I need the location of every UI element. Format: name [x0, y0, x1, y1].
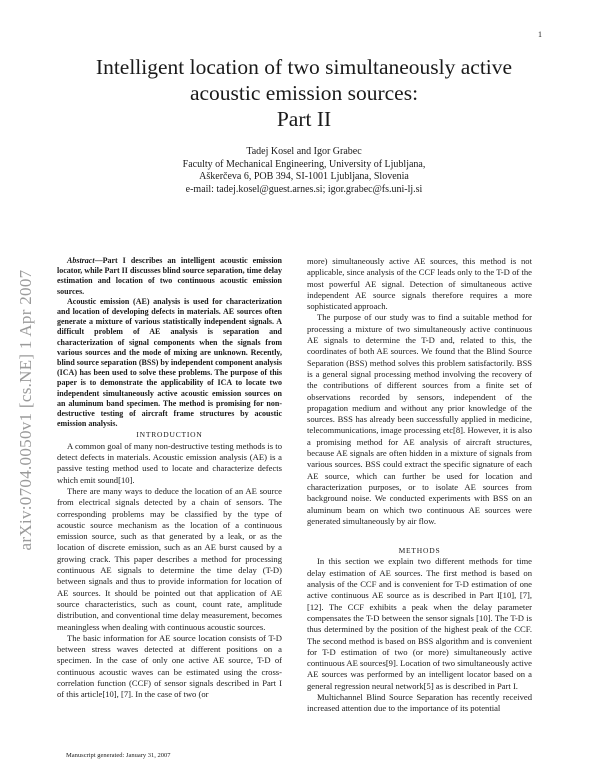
left-column — [57, 256, 282, 701]
right-paragraph-1: more) simultaneously active AE sources, this method is not applicable, since analysis of the CCF leads only to the T-D of the most powerful AE signal. Detection of simultaneous active independent AE source signals therefore requires a more sophisticated approach. — [307, 256, 532, 312]
abstract-paragraph-1 — [57, 256, 282, 297]
author-address: Aškerčeva 6, POB 394, SI-1001 Ljubljana, Slovenia — [199, 171, 409, 182]
right-paragraph-2: The purpose of our study was to find a suitable method for processing a mixture of two simultaneously active continuous AE signals to determine the T-D and, related to this, the coordinates of both AE sources. We found that the Blind Source Separation (BSS) method solves this problem satisfactorily. BSS is a general signal processing method involving the recovery of the contributions of different sources from a finite set of observations recorded by sensors, independent of the propagation medium and without any prior knowledge of the sources. BSS has already been successfully applied in medicine, telecommunications, image processing etc[8]. However, it is also a promising method for AE analysis of aircraft structures, because AE signals are often hidden in a mixture of signals from various sources. BSS could extract the specific signature of each AE source, which can further be used for location and characterization purposes, or to isolate AE sources from background noise. We conducted experiments with BSS on an aluminum beam on which two continuous AE sources were generated simultaneously by air flow. — [307, 312, 532, 526]
right-paragraph-3: In this section we explain two different methods for time delay estimation of AE sources. The first method is based on analysis of the CCF and is convenient for T-D estimation of one active continuous AE source as is described in Part I[10], [7], [12]. The CCF exhibits a peak when the delay parameter compensates the T-D between the sensor signals [10]. The T-D is thus determined by the position of the highest peak of the CCF. The second method is based on BSS algorithm and is convenient for T-D estimation of two (or more) simultaneously active continuous AE sources[9]. Location of two simultaneously active AE sources was performed by an intelligent locator based on a general regression neural network[5] as is described in Part I. — [307, 556, 532, 691]
intro-paragraph-3: The basic information for AE source location consists of T-D between stress waves detected at different positions on a specimen. In the case of only one active AE source, T-D of continuous acoustic waves can be estimated using the cross-correlation function (CCF) of sensor signals described in Part I of this article[10], [7]. In the case of two (or — [57, 632, 282, 700]
right-column — [307, 256, 532, 715]
section-heading-introduction: INTRODUCTION — [136, 430, 203, 440]
page-number: 1 — [538, 30, 542, 39]
abstract-lead: Abstract — [67, 256, 95, 265]
title-line-1: Intelligent location of two simultaneously active — [95, 55, 513, 79]
author-names: Tadej Kosel and Igor Grabec — [246, 146, 362, 157]
title-line-2: acoustic emission sources: — [189, 81, 419, 105]
abstract-paragraph-2: Acoustic emission (AE) analysis is used for characterization and location of developing defects in materials. AE sources often generate a mixture of various statistically independent signals. A difficult problem of AE analysis is separation and characterization of signal components when the signals from various sources and the mode of mixing are unknown. Recently, blind source separation (BSS) by independent component analysis (ICA) has been used to solve these problems. The purpose of this paper is to demonstrate the applicability of ICA to locate two independent simultaneously active acoustic emission sources on an aluminum band specimen. The method is promising for non-destructive testing of aircraft frame structures by acoustic emission analysis. — [57, 296, 283, 429]
arxiv-id: arXiv:0704.0050v1 [cs.NE] 1 Apr 2007 — [16, 269, 35, 551]
intro-paragraph-1: A common goal of many non-destructive testing methods is to detect defects in materials. Acoustic emission analysis (AE) is a passive testing method used to locate and characterize defects which emit sound[10]. — [57, 440, 282, 485]
intro-paragraph-2: There are many ways to deduce the location of an AE source from electrical signals detected by a chain of sensors. The corresponding problems may be classified by the type of acoustic source mechanism as the location of a continuous emission source, such as that generated by a leak, or as the location of discrete emission, such as an AE burst caused by a growing crack. This paper describes a method for processing continuous AE signals to determine the time delay (T-D) between signals and thus to provide information for location of AE sources. It should be pointed out that application of AE source characteristics, such as count, count rate, amplitude distribution, and conventional time delay measurement, becomes meaningless when dealing with continuous acoustic sources. — [57, 485, 282, 632]
author-block — [50, 146, 558, 196]
section-heading-methods: METHODS — [398, 546, 441, 556]
paper-title — [50, 54, 558, 132]
author-email: e-mail: tadej.kosel@guest.arnes.si; igor.grabec@fs.uni-lj.si — [185, 183, 423, 195]
manuscript-footnote: Manuscript generated: January 31, 2007 — [66, 752, 171, 759]
author-affiliation: Faculty of Mechanical Engineering, University of Ljubljana, — [182, 158, 426, 170]
abstract — [57, 256, 282, 429]
arxiv-stamp — [6, 200, 46, 620]
title-line-3: Part II — [276, 107, 332, 131]
abstract-text-1: —Part I describes an intelligent acoustic emission locator, while Part II discusses blind source separation, time delay estimation and location of two continuous acoustic emission sources. — [57, 256, 282, 296]
right-paragraph-4: Multichannel Blind Source Separation has recently received increased attention due to the importance of its potential — [307, 691, 532, 714]
